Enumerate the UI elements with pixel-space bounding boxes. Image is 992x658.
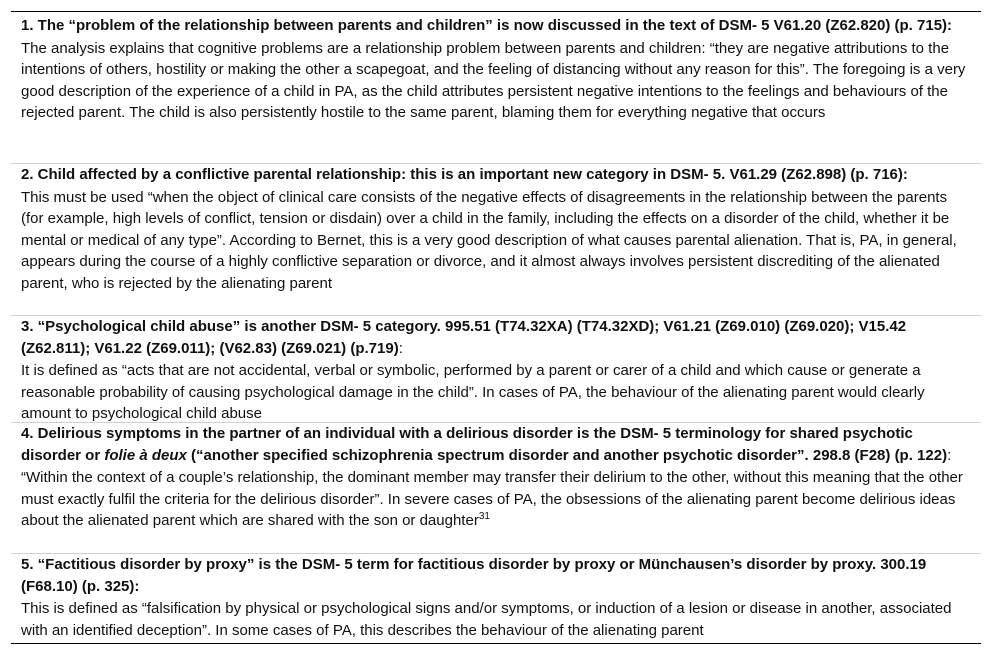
entry-4-heading-text-b: (“another specified schizophrenia spectrum disorder and another psychotic disorder”. 298.8 (F28) (p. 122) [186, 446, 948, 464]
entry-4-footnote-ref: 31 [478, 511, 490, 522]
entry-4-body [21, 467, 971, 532]
entry-3 [21, 316, 971, 425]
entry-4-heading-colon: : [947, 446, 952, 464]
entry-4-body-text: “Within the context of a couple’s relationship, the dominant member may transfer their delirium to the other, without this meaning that the other must exactly fulfil the criteria for the delirious disorder”. In severe cases of PA, the obsessions of the alienating parent become delirious ideas about the alienated parent which are shared with the son or daughter [21, 469, 963, 529]
entry-2-heading: 2. Child affected by a conflictive parental relationship: this is an important new category in DSM- 5. V61.29 (Z62.898) (p. 716): [21, 166, 908, 183]
entry-5 [21, 554, 971, 641]
entry-3-heading-text: 3. “Psychological child abuse” is another DSM- 5 category. 995.51 (T74.32XA) (T74.32XD); V61.21 (Z69.010) (Z69.020); V15.42 (Z62.811); V61.22 (Z69.011); (V62.83) (Z69.021) (p.719) [21, 318, 907, 357]
entry-5-heading: 5. “Factitious disorder by proxy” is the DSM- 5 term for factitious disorder by proxy or Münchausen’s disorder by proxy. 300.19 (F68.10) (p. 325): [21, 556, 927, 595]
entry-1-heading: 1. The “problem of the relationship between parents and children” is now discussed in the text of DSM- 5 V61.20 (Z62.820) (p. 715): [21, 17, 953, 34]
dsm5-table [11, 11, 981, 644]
entry-3-body: It is defined as “acts that are not accidental, verbal or symbolic, performed by a parent or carer of a child and which cause or generate a reasonable probability of causing psychological damage in the child”. In cases of PA, the behaviour of the alienating parent would clearly amount to psychological child abuse [21, 362, 925, 422]
entry-4 [21, 423, 971, 532]
entry-4-heading-italic: folie à deux [104, 446, 187, 464]
entry-2 [21, 164, 971, 294]
entry-1 [21, 15, 971, 124]
entry-4-heading [21, 423, 971, 466]
entry-3-heading-colon: : [398, 339, 403, 357]
entry-4-heading-text-a: 4. Delirious symptoms in the partner of an individual with a delirious disorder is the DSM- 5 terminology for shared psychotic disorder or [21, 425, 913, 464]
entry-2-body: This must be used “when the object of clinical care consists of the negative effects of disagreements in the relationship between the parents (for example, high levels of conflict, tension or disdain) over a child in the family, including the effects on a disorder of the child, whether it be mental or medical of any type”. According to Bernet, this is a very good description of what causes parental alienation. That is, PA, in general, appears during the course of a highly conflictive separation or divorce, and it almost always involves persistent discrediting of the alienated parent, who is rejected by the alienating parent [21, 188, 957, 292]
entry-5-body: This is defined as “falsification by physical or psychological signs and/or symptoms, or induction of a lesion or disease in another, associated with an identified deception”. In some cases of PA, this describes the behaviour of the alienating parent [21, 600, 952, 639]
entry-3-heading [21, 316, 971, 359]
entry-1-body: The analysis explains that cognitive problems are a relationship problem between parents and children: “they are negative attributions to the intentions of others, hostility or making the other a scapegoat, and the feeling of distancing without any reason for this”. The foregoing is a very good description of the experience of a child in PA, as the child attributes persistent negative intentions to the feelings and behaviours of the rejected parent. The child is also persistently hostile to the same parent, blaming them for everything negative that occurs [21, 39, 966, 121]
